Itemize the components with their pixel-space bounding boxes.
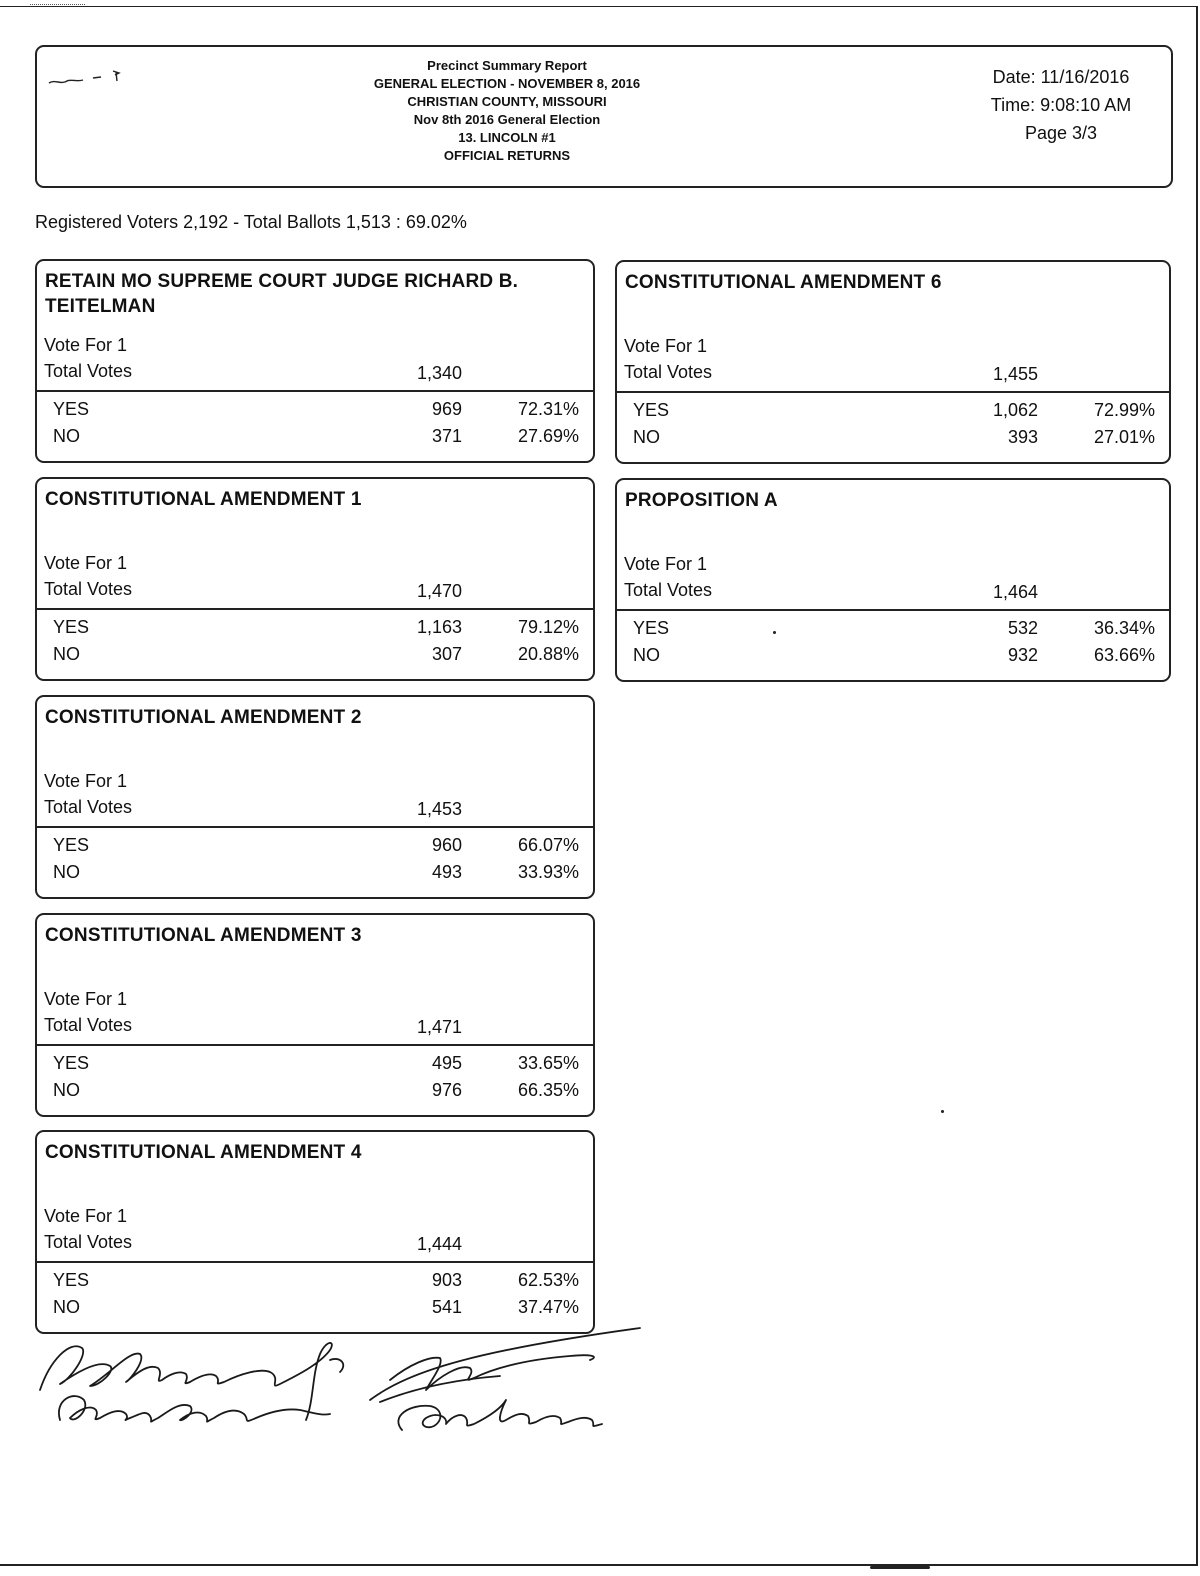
signature-stroke xyxy=(380,1376,500,1402)
race-box xyxy=(615,260,1171,464)
race-box xyxy=(35,477,595,681)
scan-mark xyxy=(870,1566,930,1569)
race-divider xyxy=(617,391,1169,393)
choice-percent: 27.69% xyxy=(517,426,579,446)
choice-percent: 72.99% xyxy=(1093,400,1155,420)
race-divider xyxy=(617,609,1169,611)
vote-for-label: Vote For 1 xyxy=(624,554,708,574)
total-votes-value: 1,455 xyxy=(992,364,1038,384)
race-box xyxy=(615,478,1171,682)
total-votes-label: Total Votes xyxy=(44,1232,133,1252)
race-title: CONSTITUTIONAL AMENDMENT 4 xyxy=(45,1142,362,1163)
choice-label: YES xyxy=(53,617,90,637)
choice-label: YES xyxy=(53,1270,90,1290)
choice-label: YES xyxy=(53,1053,90,1073)
choice-votes: 903 xyxy=(431,1270,462,1290)
total-votes-value: 1,471 xyxy=(416,1017,462,1037)
choice-label: YES xyxy=(53,399,90,419)
choice-votes: 307 xyxy=(431,644,462,664)
choice-votes: 960 xyxy=(431,835,462,855)
vote-for-label: Vote For 1 xyxy=(44,771,128,791)
choice-percent: 37.47% xyxy=(517,1297,579,1317)
vote-for-label: Vote For 1 xyxy=(44,335,128,355)
choice-votes: 976 xyxy=(431,1080,462,1100)
signature-stroke xyxy=(370,1328,640,1400)
choice-votes: 495 xyxy=(431,1053,462,1073)
choice-label: YES xyxy=(633,400,670,420)
signatures xyxy=(30,1320,670,1450)
vote-for-label: Vote For 1 xyxy=(44,553,128,573)
report-time: Time: 9:08:10 AM xyxy=(990,95,1132,115)
election-title: GENERAL ELECTION - NOVEMBER 8, 2016 xyxy=(373,76,641,91)
choice-votes: 969 xyxy=(431,399,462,419)
scan-mark xyxy=(30,0,85,5)
total-votes-label: Total Votes xyxy=(44,1015,133,1035)
choice-percent: 36.34% xyxy=(1093,618,1155,638)
race-divider xyxy=(37,390,593,392)
signature-stroke xyxy=(398,1400,602,1430)
choice-label: YES xyxy=(53,835,90,855)
total-votes-value: 1,453 xyxy=(416,799,462,819)
total-votes-label: Total Votes xyxy=(624,362,713,382)
scan-speck xyxy=(773,631,776,634)
choice-votes: 541 xyxy=(431,1297,462,1317)
total-votes-label: Total Votes xyxy=(44,797,133,817)
report-title: Precinct Summary Report xyxy=(427,58,587,73)
choice-percent: 33.65% xyxy=(517,1053,579,1073)
choice-votes: 1,062 xyxy=(992,400,1038,420)
vote-for-label: Vote For 1 xyxy=(44,1206,128,1226)
vote-for-label: Vote For 1 xyxy=(44,989,128,1009)
choice-percent: 79.12% xyxy=(517,617,579,637)
choice-label: NO xyxy=(633,645,660,665)
choice-label: YES xyxy=(633,618,670,638)
returns-status: OFFICIAL RETURNS xyxy=(443,148,571,163)
choice-percent: 66.07% xyxy=(517,835,579,855)
choice-percent: 63.66% xyxy=(1093,645,1155,665)
race-box xyxy=(35,259,595,463)
total-votes-value: 1,470 xyxy=(416,581,462,601)
choice-votes: 493 xyxy=(431,862,462,882)
choice-votes: 1,163 xyxy=(416,617,462,637)
choice-percent: 66.35% xyxy=(517,1080,579,1100)
page-number: Page 3/3 xyxy=(1024,123,1098,143)
race-title: RETAIN MO SUPREME COURT JUDGE RICHARD B. TEITELMAN xyxy=(45,271,519,317)
total-votes-label: Total Votes xyxy=(44,579,133,599)
scan-speck xyxy=(941,1110,944,1113)
choice-label: NO xyxy=(633,427,660,447)
report-header xyxy=(35,45,1173,188)
county-name: CHRISTIAN COUNTY, MISSOURI xyxy=(407,94,607,109)
report-date: Date: 11/16/2016 xyxy=(992,67,1130,87)
signature-stroke xyxy=(59,1396,330,1422)
choice-votes: 371 xyxy=(431,426,462,446)
choice-votes: 932 xyxy=(1007,645,1038,665)
race-title: PROPOSITION A xyxy=(625,490,778,511)
race-title: CONSTITUTIONAL AMENDMENT 3 xyxy=(45,925,362,946)
choice-percent: 20.88% xyxy=(517,644,579,664)
choice-percent: 72.31% xyxy=(517,399,579,419)
choice-label: NO xyxy=(53,1297,80,1317)
choice-percent: 62.53% xyxy=(517,1270,579,1290)
race-box xyxy=(35,1130,595,1334)
precinct-name: 13. LINCOLN #1 xyxy=(458,130,556,145)
report-title-block xyxy=(297,57,717,165)
race-divider xyxy=(37,1044,593,1046)
choice-percent: 27.01% xyxy=(1093,427,1155,447)
race-divider xyxy=(37,608,593,610)
total-votes-label: Total Votes xyxy=(624,580,713,600)
race-divider xyxy=(37,826,593,828)
race-title: CONSTITUTIONAL AMENDMENT 6 xyxy=(625,272,942,293)
race-box xyxy=(35,913,595,1117)
choice-percent: 33.93% xyxy=(517,862,579,882)
choice-label: NO xyxy=(53,1080,80,1100)
signature-stroke xyxy=(390,1355,594,1390)
vote-for-label: Vote For 1 xyxy=(624,336,708,356)
race-title: CONSTITUTIONAL AMENDMENT 1 xyxy=(45,489,362,510)
total-votes-value: 1,444 xyxy=(416,1234,462,1254)
election-name: Nov 8th 2016 General Election xyxy=(413,112,601,127)
signature-stroke xyxy=(330,1359,343,1372)
turnout-summary: Registered Voters 2,192 - Total Ballots 1,513 : 69.02% xyxy=(35,212,467,232)
race-box xyxy=(35,695,595,899)
choice-label: NO xyxy=(53,426,80,446)
choice-votes: 393 xyxy=(1007,427,1038,447)
total-votes-label: Total Votes xyxy=(44,361,133,381)
total-votes-value: 1,340 xyxy=(416,363,462,383)
choice-votes: 532 xyxy=(1007,618,1038,638)
choice-label: NO xyxy=(53,644,80,664)
pen-mark-icon xyxy=(45,61,135,91)
total-votes-value: 1,464 xyxy=(992,582,1038,602)
report-meta xyxy=(961,63,1161,147)
race-divider xyxy=(37,1261,593,1263)
race-title: CONSTITUTIONAL AMENDMENT 2 xyxy=(45,707,362,728)
choice-label: NO xyxy=(53,862,80,882)
